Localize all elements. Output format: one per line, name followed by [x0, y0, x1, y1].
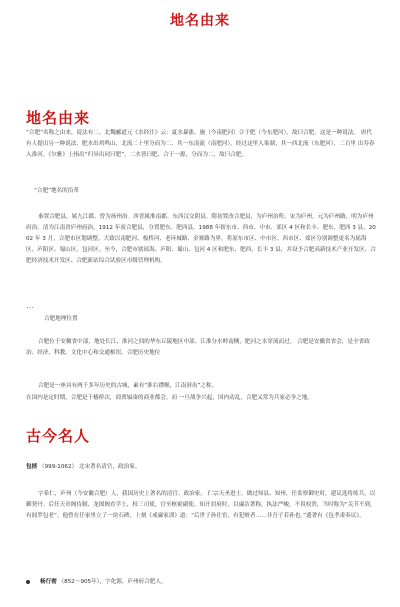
subheading-location: 合肥地理位置: [44, 316, 78, 322]
paragraph-name-origin: “合肥”名称之由来，说法有二。北魏郦道元《水经注》云：夏水暴涨，施（今南肥河）合于肥（今东肥河），故曰合肥。这是一种说法。 唐代有人提出另一种说法，肥水出鸡鸣山，北流二十里分而为二，其一东南流（南肥河），经过这里入巢湖；其一西北流（东肥河），二百里 出寿春入淮河。《尔雅》上指出“归异出同曰肥”，二水皆曰肥，合于一源，分而为二，故曰合肥。: [26, 130, 375, 158]
person-entry-bao-zheng: [26, 462, 140, 470]
paragraph-history: 秦置合肥县，属九江郡。曾为扬州治。西晋属淮南郡。东西汉交阴县。隋初置改合肥县，为庐州治所。宋为庐州，元为庐州路，明为庐州 府治。清为江南省庐州府治，1912 年废合肥县，分置肥东、肥西县。1988 年辖东市、西市、中市、郊区 4 区和长丰、肥东、肥西 3 县。2002 年 3 月，合肥市区划调整，大致以南肥河、板桥河、老环城路、金寨路为界，将原东市区、中市区、西市区、郊区分别调整更名为瑶海区、庐阳区、蜀山区、包河区。至今，合肥市辖瑶海、庐阳、蜀山、包河 4 区和肥东、肥西、长丰 3 县，并设予合肥高新技术产业开发区、合肥经济技术开发区、合肥新站综合试验区市级管理机构。: [26, 214, 376, 264]
section-heading-famous-people: 古今名人: [26, 427, 91, 445]
paragraph-commerce: 在国内是定时期，合肥是千樯桥次，商贾辐凑的商业都会。而 一旦战争兴起，国内动乱，合肥又常为兵家必争之地。: [26, 395, 314, 401]
page-title: 地名由来: [170, 13, 230, 29]
paragraph-bao-zheng-bio: 字希仁，庐州（今安徽合肥）人，我国历史上著名的清官、政治家。 仁宗天圣进士。做过知县、知州，任监察御史时，建议选将练兵，以御契丹。后任天章阁待制、龙图阁直学士，权三司使，官至枢密副使。知开封府时，以廉洁著称，执法严峻，不畏权贵，当时称为“关节不到，有阎罗包老”。他曾在任家里立了一块石碑，上刻《戒廉家训》道：“后世子孙仕宦，有犯赃者……非吾子若孙也。”遗著有《包孝肃奏议》。: [26, 491, 376, 519]
ellipsis-marker: …: [26, 301, 35, 310]
paragraph-ancient-city: 合肥是一座具有两千多年历史的古城，素有“淮右襟喉，江南唇齿”之称。: [38, 383, 218, 389]
person-name: 杨行密: [40, 579, 57, 585]
subheading-name-history: “合肥”地名的沿革: [34, 188, 79, 194]
bullet-icon: [26, 580, 30, 584]
person-entry-yang-xingmi: [40, 577, 167, 585]
person-name: 包拯: [26, 464, 38, 470]
person-summary: （999-1062） 北宋著名清官，政治家。: [38, 464, 141, 470]
paragraph-location: 合肥位于安徽省中部，地处长江、淮河之间的华东丘陵地区中部。江淮分水岭南侧，肥河之水穿流而过。 合肥是安徽省省会，是全省政治、经济、科教、文化中心和交通枢纽。合肥历史地位: [26, 339, 370, 356]
section-heading-place-name: 地名由来: [26, 109, 91, 127]
person-summary: （852～905年），字化源，庐州府合肥人。: [58, 579, 167, 585]
